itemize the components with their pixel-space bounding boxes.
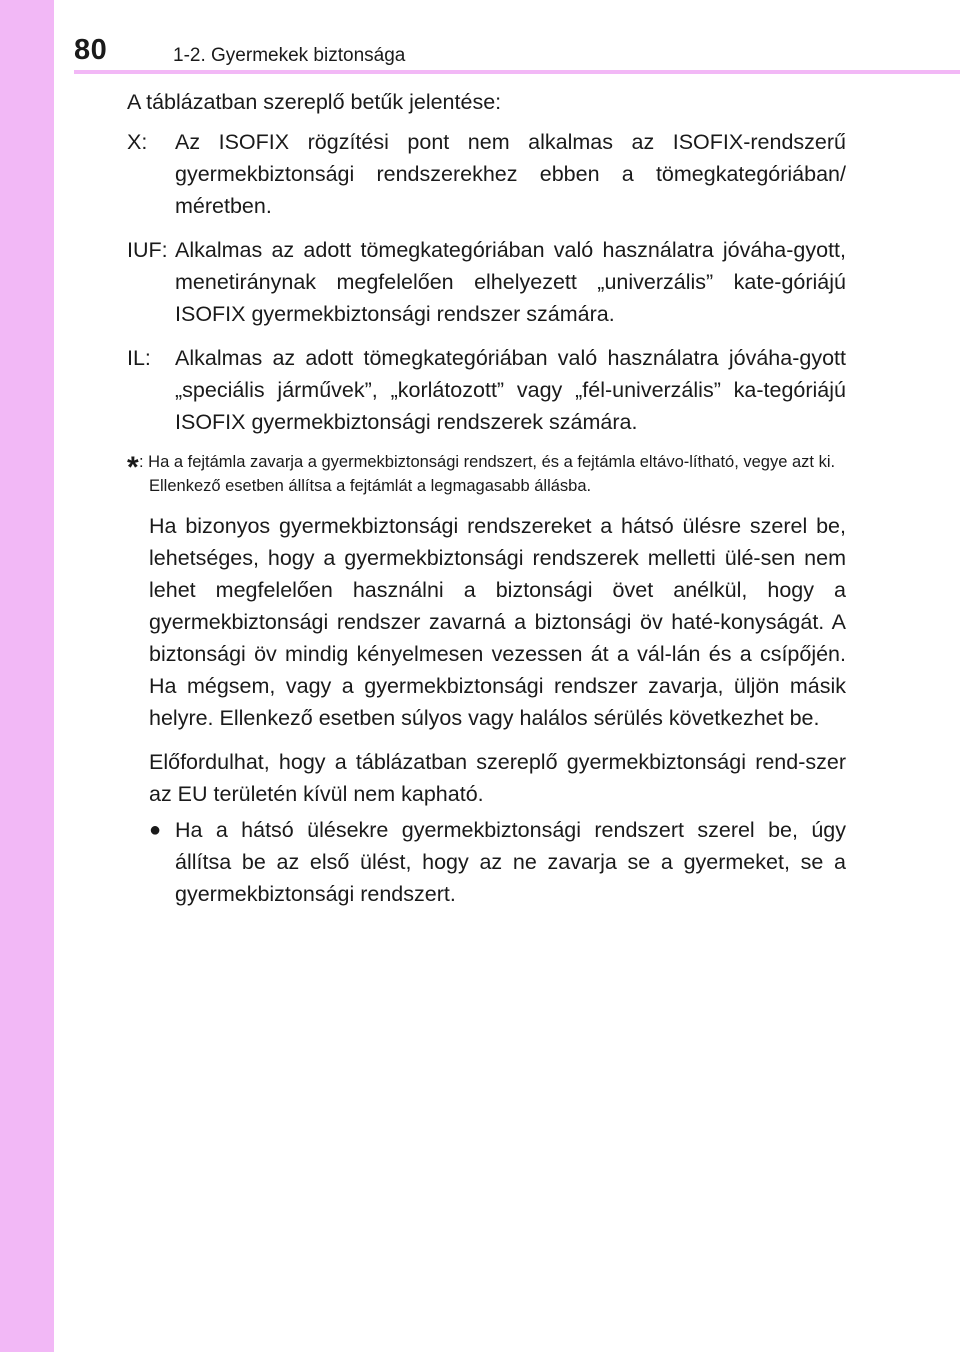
- definition-text: Alkalmas az adott tömegkategóriában való használatra jóváha-gyott, menetiránynak megfelelően elhelyezett „univerzális” kate-góriájú ISOFIX gyermekbiztonsági rendszer számára.: [175, 238, 846, 326]
- bullet-text: Ha a hátsó ülésekre gyermekbiztonsági rendszert szerel be, úgy állítsa be az első ülést, hogy az ne zavarja se a gyermeket, se a gyermekbiztonsági rendszert.: [175, 818, 846, 906]
- page-content: [127, 86, 846, 910]
- section-color-band: [0, 0, 54, 1352]
- footnote-line-2: Ellenkező esetben állítsa a fejtámlát a legmagasabb állásba.: [149, 477, 592, 495]
- definition-text: Az ISOFIX rögzítési pont nem alkalmas az ISOFIX-rendszerű gyermekbiztonsági rendszerekhez ebben a tömegkategóriában/ méretben.: [175, 130, 846, 218]
- intro-text: A táblázatban szereplő betűk jelentése:: [127, 90, 502, 114]
- definition-il: [127, 342, 846, 438]
- definition-x: [127, 126, 846, 222]
- header-rule: [74, 70, 960, 74]
- page-number: 80: [74, 34, 108, 66]
- body-paragraph: Előfordulhat, hogy a táblázatban szereplő gyermekbiztonsági rend-szer az EU területén kívül nem kapható.: [149, 750, 846, 806]
- asterisk-icon: *: [127, 451, 139, 484]
- definition-term: IL:: [127, 346, 151, 370]
- section-title: 1-2. Gyermekek biztonsága: [173, 45, 406, 66]
- footnote-line-1: : Ha a fejtámla zavarja a gyermekbiztonsági rendszert, és a fejtámla eltávo-lítható, vegye azt ki.: [139, 453, 836, 471]
- bullet-icon: ●: [149, 819, 162, 841]
- bullet-item: [149, 814, 846, 910]
- definition-term: IUF:: [127, 238, 168, 262]
- definition-term: X:: [127, 130, 148, 154]
- footnote-body: [139, 450, 836, 498]
- body-section: [149, 510, 846, 910]
- body-paragraph: Ha bizonyos gyermekbiztonsági rendszereket a hátsó ülésre szerel be, lehetséges, hogy a gyermekbiztonsági rendszerek melletti ülé-sen nem lehet megfelelően használni a biztonsági övet anélkül, hogy a gyermekbiztonsági rendszer zavarná a biztonsági öv haté-konyságát. A biztonsági öv mindig kényelmesen vezessen át a vál-lán és a csípőjén. Ha mégsem, vagy a gyermekbiztonsági rendszer zavarja, üljön másik helyre. Ellenkező esetben súlyos vagy halálos sérülés következhet be.: [149, 514, 846, 730]
- definition-text: Alkalmas az adott tömegkategóriában való használatra jóváha-gyott „speciális járművek”, „korlátozott” vagy „fél-univerzális” ka-tegóriájú ISOFIX gyermekbiztonsági rendszerek számára.: [175, 346, 846, 434]
- definition-iuf: [127, 234, 846, 330]
- footnote: [127, 450, 846, 498]
